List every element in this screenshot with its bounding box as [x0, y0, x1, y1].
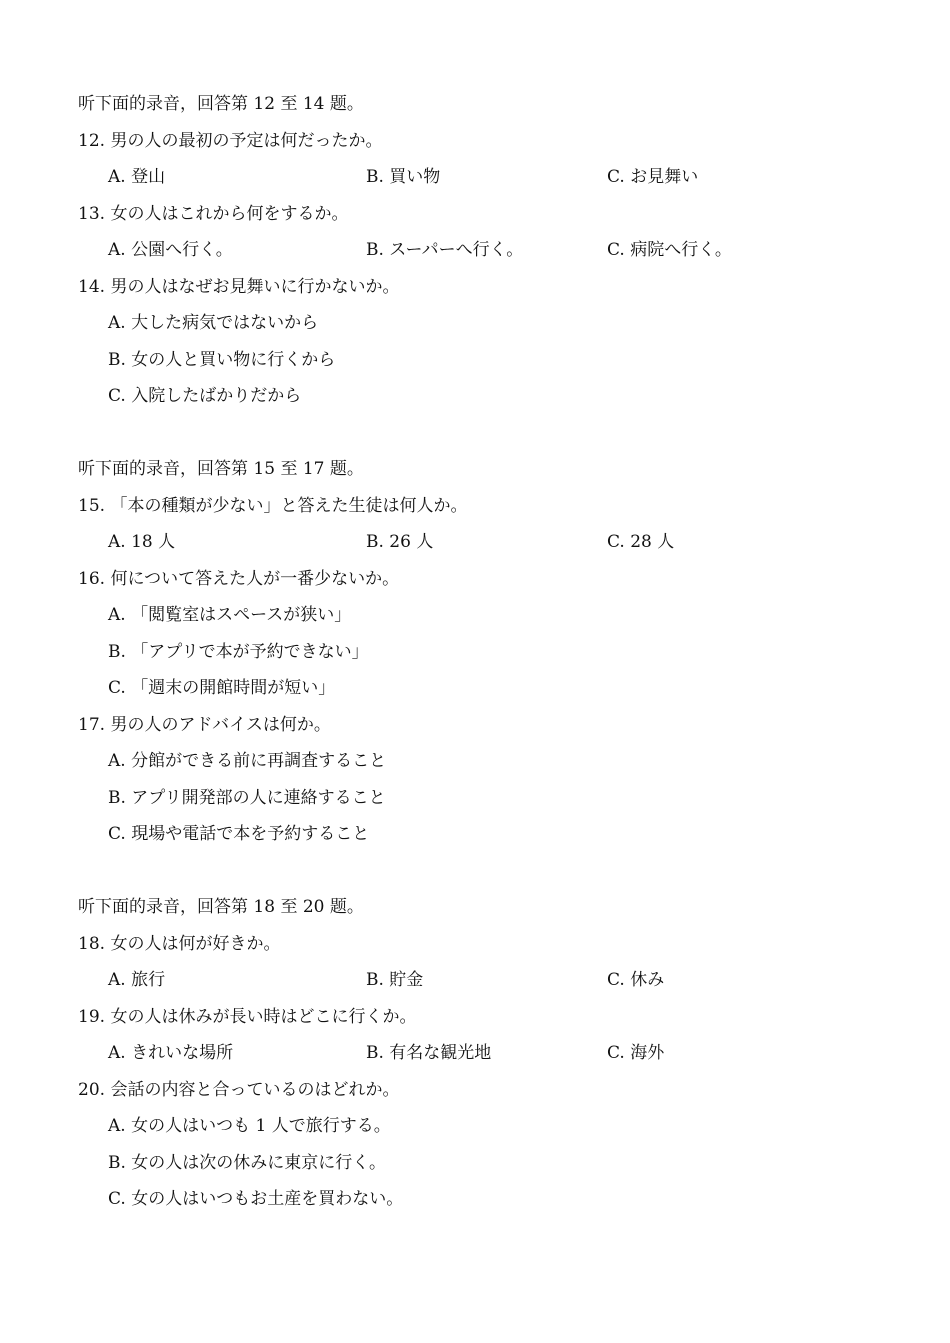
option-c: C. 病院へ行く。	[607, 240, 732, 260]
option-a: A. 登山	[108, 167, 166, 187]
question-17: 17. 男の人のアドバイスは何か。	[78, 714, 331, 735]
option-c: C. 休み	[607, 970, 665, 990]
question-12: 12. 男の人の最初の予定は何だったか。	[78, 130, 383, 151]
option-c: C. お見舞い	[607, 167, 699, 187]
option-b: B. 買い物	[366, 167, 441, 187]
question-13: 13. 女の人はこれから何をするか。	[78, 203, 349, 224]
option-a: A. 公園へ行く。	[108, 240, 233, 260]
option-b: B. 有名な観光地	[366, 1043, 492, 1063]
options-row	[78, 524, 898, 561]
option-b: B. 女の人は次の休みに東京に行く。	[108, 1152, 386, 1173]
options-row	[78, 962, 898, 999]
option-c: C. 現場や電話で本を予約すること	[108, 824, 370, 844]
option-c: C. 28 人	[607, 532, 675, 552]
question-20: 20. 会話の内容と合っているのはどれか。	[78, 1079, 400, 1100]
question-14: 14. 男の人はなぜお見舞いに行かないか。	[78, 276, 400, 297]
section-spacer	[78, 415, 898, 452]
option-c: C. 女の人はいつもお土産を買わない。	[108, 1189, 404, 1209]
option-b: B. 「アプリで本が予約できない」	[108, 641, 369, 662]
option-a: A. 18 人	[108, 532, 176, 552]
option-c: C. 「週末の開館時間が短い」	[108, 678, 336, 698]
option-a: A. 女の人はいつも 1 人で旅行する。	[108, 1116, 391, 1136]
option-c: C. 入院したばかりだから	[108, 386, 302, 406]
option-b: B. 女の人と買い物に行くから	[108, 349, 336, 370]
question-16: 16. 何について答えた人が一番少ないか。	[78, 568, 400, 589]
option-a: A. 分館ができる前に再調査すること	[108, 751, 387, 771]
section-spacer	[78, 853, 898, 890]
exam-page	[78, 86, 898, 1218]
option-a: A. きれいな場所	[108, 1043, 234, 1063]
options-row	[78, 159, 898, 196]
option-a: A. 旅行	[108, 970, 166, 990]
option-a: A. 大した病気ではないから	[108, 313, 319, 333]
option-c: C. 海外	[607, 1043, 665, 1063]
options-row	[78, 1035, 898, 1072]
option-b: B. 貯金	[366, 970, 424, 990]
section-intro: 听下面的录音，回答第 15 至 17 题。	[78, 459, 364, 479]
section-intro: 听下面的录音，回答第 18 至 20 题。	[78, 897, 364, 917]
options-row	[78, 232, 898, 269]
question-15: 15. 「本の種類が少ない」と答えた生徒は何人か。	[78, 495, 468, 516]
option-b: B. アプリ開発部の人に連絡すること	[108, 787, 386, 808]
option-b: B. 26 人	[366, 532, 434, 552]
option-b: B. スーパーへ行く。	[366, 240, 524, 260]
question-18: 18. 女の人は何が好きか。	[78, 933, 281, 954]
question-19: 19. 女の人は休みが長い時はどこに行くか。	[78, 1006, 417, 1027]
option-a: A. 「閲覧室はスペースが狭い」	[108, 605, 352, 625]
section-intro: 听下面的录音，回答第 12 至 14 题。	[78, 94, 364, 114]
